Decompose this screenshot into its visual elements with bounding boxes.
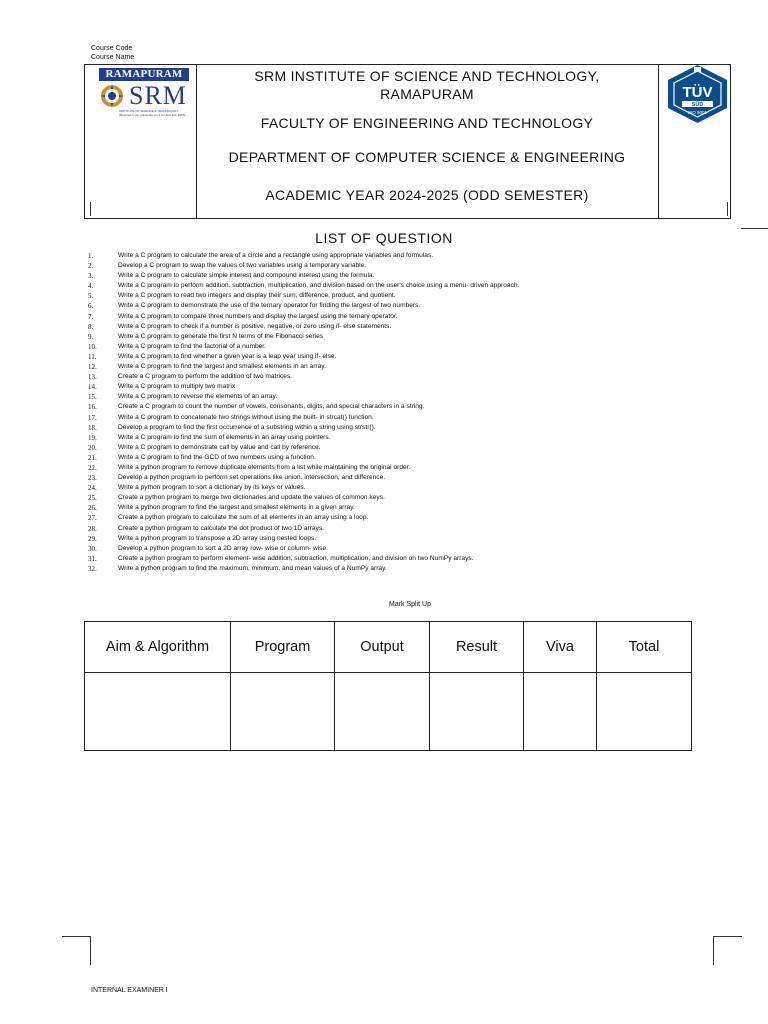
question-item (88, 493, 519, 503)
mark-cell-viva[interactable] (524, 673, 597, 751)
course-name-label: Course Name (91, 54, 135, 61)
question-text: Write a C program to find the GCD of two numbers using a function. (118, 453, 316, 461)
question-item (88, 352, 519, 362)
question-item (88, 524, 519, 534)
question-number: 29. (88, 534, 97, 543)
mark-split-table (84, 621, 692, 751)
question-item (88, 322, 519, 332)
question-text: Create a python program to calculate the dot product of two 1D arrays. (118, 524, 324, 532)
question-number: 13. (88, 373, 97, 382)
question-text: Write a C program to read two integers and display their sum, difference, product, and quotient. (118, 292, 396, 300)
question-number: 8. (88, 322, 94, 331)
mark-cell-program[interactable] (231, 673, 335, 751)
question-text: Create a python program to calculate the sum of all elements in an array using a loop. (118, 514, 369, 522)
question-number: 26. (88, 504, 97, 513)
question-item (88, 564, 519, 574)
question-text: Write a C program to concatenate two strings without using the built- in strcat() function. (118, 413, 374, 421)
srm-wordmark: SRM (129, 81, 187, 110)
question-item (88, 362, 519, 372)
question-text: Write a C program to find the sum of elements in an array using pointers. (118, 433, 331, 441)
question-number: 14. (88, 383, 97, 392)
question-number: 15. (88, 393, 97, 402)
header-divider-right (658, 65, 659, 218)
question-number: 11. (88, 352, 97, 361)
srm-emblem-icon (99, 84, 125, 108)
question-item (88, 332, 519, 342)
question-number: 9. (88, 332, 94, 341)
question-number: 12. (88, 363, 97, 372)
question-item (88, 312, 519, 322)
svg-text:SÜD: SÜD (691, 102, 704, 108)
question-item (88, 271, 519, 281)
tuv-badge-icon (664, 64, 731, 124)
question-text: Create a python program to merge two dictionaries and update the values of common keys. (118, 494, 385, 502)
question-text: Write a python program to sort a dictionary by its keys or values. (118, 484, 306, 492)
question-number: 30. (88, 544, 97, 553)
question-number: 19. (88, 433, 97, 442)
col-result: Result (430, 622, 524, 673)
question-number: 6. (88, 302, 94, 311)
question-item (88, 443, 519, 453)
mark-cell-result[interactable] (430, 673, 524, 751)
question-item (88, 402, 519, 412)
srm-small-text: INSTITUTE OF SCIENCE & TECHNOLOGY (Deemed to be University u/s 3 of UGC Act, 1956) (119, 109, 186, 117)
question-text: Write a C program to check if a number is positive, negative, or zero using if- else statements. (118, 322, 392, 330)
question-number: 23. (88, 474, 97, 483)
question-number: 28. (88, 524, 97, 533)
question-text: Write a C program to find whether a given year is a leap year using if- else. (118, 352, 337, 360)
question-text: Create a python program to perform element- wise addition, subtraction, multiplication, and division on two NumPy arrays. (118, 554, 474, 562)
question-text: Create a C program to perform the addition of two matrices. (118, 373, 293, 381)
question-text: Write a python program to transpose a 2D array using nested loops. (118, 534, 317, 542)
question-text: Write a C program to find the largest and smallest elements in an array. (118, 363, 326, 371)
crop-mark (713, 202, 728, 216)
crop-mark (90, 202, 105, 216)
col-viva: Viva (524, 622, 597, 673)
question-number: 10. (88, 342, 97, 351)
question-number: 16. (88, 403, 97, 412)
question-item (88, 251, 519, 261)
question-number: 22. (88, 463, 97, 472)
question-text: Develop a python program to sort a 2D array row- wise or column- wise. (118, 544, 328, 552)
question-text: Develop a python program to perform set operations like union, intersection, and difference. (118, 474, 386, 482)
question-item (88, 291, 519, 301)
mark-split-header-row (85, 622, 692, 673)
col-aim-algorithm: Aim & Algorithm (85, 622, 231, 673)
question-text: Write a C program to demonstrate the use of the ternary operator for finding the largest of two numbers. (118, 302, 421, 310)
question-number: 2. (88, 262, 94, 271)
tuv-sud-logo (664, 64, 731, 124)
question-item (88, 473, 519, 483)
question-text: Write a C program to perform addition, subtraction, multiplication, and division based on the user's choice using a menu- driven approach. (118, 282, 520, 290)
question-text: Develop a program to find the first occurrence of a substring within a string using strstr(). (118, 423, 376, 431)
course-code-label: Course Code (91, 45, 133, 52)
question-item (88, 382, 519, 392)
department-name: DEPARTMENT OF COMPUTER SCIENCE & ENGINEERING (228, 149, 626, 165)
col-total: Total (597, 622, 692, 673)
question-text: Write a C program to demonstrate call by value and call by reference. (118, 443, 321, 451)
institute-name: SRM INSTITUTE OF SCIENCE AND TECHNOLOGY, (254, 68, 600, 84)
question-number: 32. (88, 564, 97, 573)
question-text: Write a python program to find the largest and smallest elements in a given array. (118, 504, 355, 512)
question-item (88, 544, 519, 554)
faculty-name: FACULTY OF ENGINEERING AND TECHNOLOGY (260, 115, 594, 131)
question-text: Create a C program to count the number of vowels, consonants, digits, and special characters in a string. (118, 403, 425, 411)
crop-mark (713, 936, 742, 965)
mark-cell-total[interactable] (597, 673, 692, 751)
crop-mark (62, 936, 91, 965)
question-item (88, 261, 519, 271)
srm-ramapuram-logo (99, 68, 193, 118)
question-item (88, 433, 519, 443)
question-item (88, 423, 519, 433)
question-number: 24. (88, 484, 97, 493)
question-text: Write a C program to reverse the elements of an array. (118, 393, 278, 401)
question-number: 25. (88, 494, 97, 503)
question-text: Write a C program to compare three numbers and display the largest using the ternary operator. (118, 312, 398, 320)
question-number: 4. (88, 282, 94, 291)
question-text: Write a C program to calculate the area of a circle and a rectangle using appropriate variables and formulas. (118, 252, 434, 259)
svg-text:TÜV: TÜV (682, 84, 713, 101)
question-text: Write a C program to multiply two matrix (118, 383, 236, 391)
question-item (88, 503, 519, 513)
question-item (88, 413, 519, 423)
mark-cell-aim-algorithm[interactable] (85, 673, 231, 751)
question-item (88, 301, 519, 311)
question-number: 27. (88, 514, 97, 523)
question-list (88, 251, 519, 574)
question-item (88, 554, 519, 564)
question-text: Write a python program to find the maximum, minimum, and mean values of a NumPy array. (118, 564, 387, 572)
question-number: 21. (88, 453, 97, 462)
campus-name: RAMAPURAM (380, 86, 474, 102)
question-number: 31. (88, 554, 97, 563)
question-number: 20. (88, 443, 97, 452)
question-item (88, 534, 519, 544)
question-item (88, 453, 519, 463)
col-program: Program (231, 622, 335, 673)
mark-split-entry-row (85, 673, 692, 751)
question-item (88, 463, 519, 473)
question-text: Write a C program to generate the first N terms of the Fibonacci series (118, 332, 324, 340)
question-item (88, 372, 519, 382)
question-item (88, 342, 519, 352)
question-item (88, 281, 519, 291)
question-item (88, 392, 519, 402)
list-title: LIST OF QUESTION (315, 230, 453, 246)
question-item (88, 483, 519, 493)
mark-cell-output[interactable] (335, 673, 430, 751)
course-meta (91, 44, 134, 62)
col-output: Output (335, 622, 430, 673)
question-number: 7. (88, 312, 94, 321)
question-text: Write a C program to find the factorial of a number. (118, 342, 266, 350)
question-number: 1. (88, 252, 94, 260)
mark-split-label: Mark Split Up (388, 601, 431, 608)
question-number: 3. (88, 272, 94, 281)
academic-year: ACADEMIC YEAR 2024-2025 (ODD SEMESTER) (265, 187, 589, 203)
question-text: Write a C program to calculate simple interest and compound interest using the formula. (118, 272, 375, 280)
question-text: Develop a C program to swap the values of two variables using a temporary variable. (118, 262, 367, 270)
svg-text:ISO 9001: ISO 9001 (687, 110, 708, 115)
internal-examiner-label: INTERNAL EXAMINER I (91, 987, 168, 994)
ramapuram-banner: RAMAPURAM (99, 68, 189, 81)
question-number: 5. (88, 292, 94, 301)
question-item (88, 513, 519, 523)
question-number: 18. (88, 423, 97, 432)
question-number: 17. (88, 413, 97, 422)
question-text: Write a python program to remove duplicate elements from a list while maintaining the original order. (118, 463, 411, 471)
